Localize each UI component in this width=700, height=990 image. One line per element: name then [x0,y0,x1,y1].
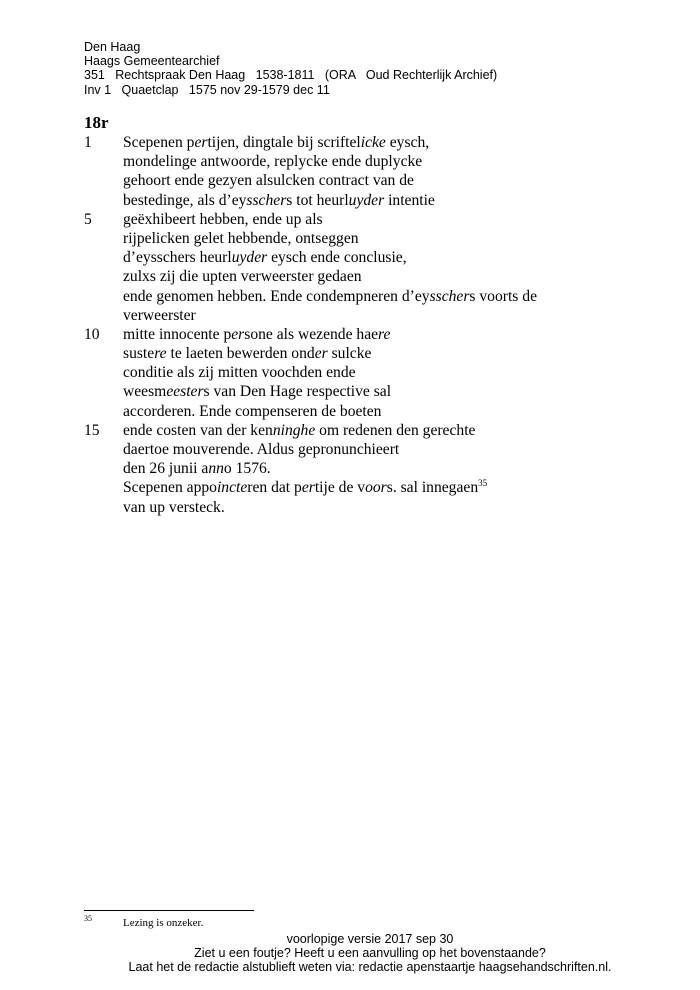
expanded-abbreviation: sscher [429,287,470,305]
line-text [123,287,537,306]
line-text [123,171,414,190]
text-segment: intentie [384,191,435,209]
text-segment: s. sal innegaen [386,479,479,497]
text-segment: gehoort ende gezyen alsulcken contract van de [123,172,414,190]
expanded-abbreviation: uyder [231,249,268,267]
line-text [123,382,391,401]
line-text [123,325,390,344]
text-segment: eysch, [385,134,430,151]
text-segment: te laeten bewerden ond [166,345,315,363]
text-segment: van up versteck. [123,498,225,516]
line-text [123,306,196,325]
line-text [123,440,399,459]
footer-version: voorlopige versie 2017 sep 30 [286,932,454,946]
text-segment: om redenen den gerechte [315,421,476,439]
expanded-abbreviation: sscher [246,191,287,209]
line-text [123,229,359,248]
line-text [123,498,225,517]
text-segment: tije de v [314,479,366,497]
text-segment: accorderen. Ende compenseren de boeten [123,402,382,420]
footnote-reference[interactable]: 35 [478,478,488,489]
text-segment: suste [123,345,155,363]
line-text [123,248,407,267]
expanded-abbreviation: er [301,479,315,497]
expanded-abbreviation: er [314,345,328,363]
text-segment: verweerster [123,306,196,324]
line-text [123,133,429,152]
line-text [123,478,487,497]
header-collection: 351 Rechtspraak Den Haag 1538-1811 (ORA Oud Rechterlijk Archief) [84,68,498,83]
text-segment: Scepenen p [123,134,195,151]
text-segment: Scepenen appo [123,479,217,497]
footnote-number: 35 [84,914,92,923]
text-segment: sulcke [327,345,372,363]
line-text [123,152,422,171]
line-number: 10 [84,325,100,343]
expanded-abbreviation: icke [360,134,386,151]
text-segment: s van Den Hage respective sal [203,383,392,401]
expanded-abbreviation: eester [166,383,204,401]
expanded-abbreviation: ninghe [272,421,316,439]
line-number: 5 [84,210,92,228]
expanded-abbreviation: re [154,345,167,363]
header-city: Den Haag [84,40,141,54]
footer-question: Ziet u een foutje? Heeft u een aanvulling op het bovenstaande? [194,946,546,961]
text-segment: sone als wezende hae [244,325,379,343]
page-footer [0,932,700,975]
line-text [123,267,362,286]
text-segment: ende costen van der ken [123,421,273,439]
footer-contact: Laat het de redactie alstublieft weten via: redactie apenstaartje haagsehandschriften.nl. [128,960,612,975]
text-segment: mitte innocente p [123,325,232,343]
text-segment: daertoe mouverende. Aldus gepronunchieert [123,441,400,458]
line-text [123,459,271,478]
folio-number: 18r [84,113,109,132]
text-segment: bestedinge, als d’ey [123,191,247,209]
header-inventory: Inv 1 Quaetclap 1575 nov 29-1579 dec 11 [84,82,330,97]
text-segment: ren dat p [247,479,302,497]
expanded-abbreviation: re [378,325,391,343]
line-number: 15 [84,421,100,439]
expanded-abbreviation: oor [365,479,387,497]
line-text [123,191,435,210]
text-segment: rijpelicken gelet hebbende, ontseggen [123,229,359,247]
text-segment: eysch ende conclusie, [267,249,407,267]
line-text [123,363,356,382]
footnote-text: Lezing is onzeker. [123,917,204,929]
text-segment: weesm [123,383,167,401]
document-header [84,40,497,97]
text-segment: tijen, dingtale bij scriftel [207,134,361,151]
text-segment: o 1576. [223,460,271,478]
line-number: 1 [84,134,92,151]
text-segment: den 26 junii a [123,460,209,478]
expanded-abbreviation: uyder [348,191,385,209]
line-text [123,402,381,421]
text-segment: ende genomen hebben. Ende condempneren d’ey [123,287,430,305]
text-segment: geëxhibeert hebben, ende up als [123,210,323,228]
text-segment: d’eysschers heurl [123,249,232,267]
text-segment: conditie als zij mitten voochden ende [123,364,356,382]
header-archive: Haags Gemeentearchief [84,54,220,69]
text-segment: s tot heurl [286,191,349,209]
text-segment: s voorts de [469,287,537,305]
expanded-abbreviation: nn [208,460,224,478]
expanded-abbreviation: er [194,134,208,151]
line-text [123,421,475,440]
line-text [123,344,371,363]
text-segment: mondelinge antwoorde, replycke ende duplycke [123,153,423,171]
expanded-abbreviation: incte [216,479,248,497]
footnote-divider [84,910,254,911]
line-text [123,210,323,229]
text-segment: zulxs zij die upten verweerster gedaen [123,268,362,286]
expanded-abbreviation: er [231,325,245,343]
